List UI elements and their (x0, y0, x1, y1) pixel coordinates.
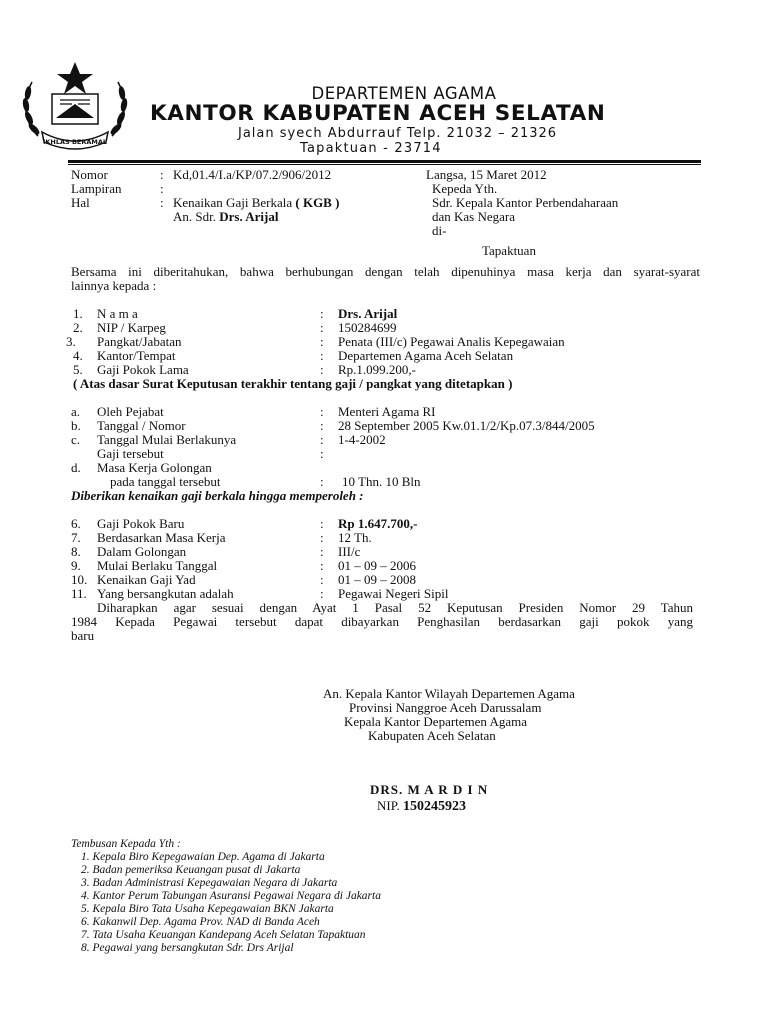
item-letter: b. (71, 418, 81, 433)
header-office-name: KANTOR KABUPATEN ACEH SELATAN (150, 101, 606, 126)
cc-title: Tembusan Kepada Yth : (71, 838, 181, 850)
item-sep: : (320, 530, 324, 545)
subject-person: Drs. Arijal (219, 209, 279, 224)
item-sep: : (320, 516, 324, 531)
cc-item: 7. Tata Usaha Keuangan Kandepang Aceh Selatan Tapaktuan (81, 929, 366, 941)
item-sep: : (320, 544, 324, 559)
subject-an: An. Sdr. (173, 209, 220, 224)
start-date: 01 – 09 – 2006 (338, 558, 416, 573)
meta-label-nomor: Nomor (71, 167, 108, 182)
closing-paragraph-line: baru (71, 628, 95, 643)
item-label: Kantor/Tempat (97, 348, 176, 363)
item-number: 2. (73, 320, 83, 335)
item-sep: : (320, 334, 324, 349)
item-number: 3. (66, 334, 76, 349)
decree-date-number: 28 September 2005 Kw.01.1/2/Kp.07.3/844/2005 (338, 418, 595, 433)
item-sep: : (320, 362, 324, 377)
meta-label-lampiran: Lampiran (71, 181, 122, 196)
intro-paragraph-line: Bersama ini diberitahukan, bahwa berhubungan dengan telah dipenuhinya masa kerja dan syarat-syarat (71, 264, 700, 279)
cc-item: 6. Kakanwil Dep. Agama Prov. NAD di Banda Aceh (81, 916, 320, 928)
recipient-line: di- (432, 223, 447, 238)
item-label: pada tanggal tersebut (110, 474, 221, 489)
recipient-line: dan Kas Negara (432, 209, 516, 224)
item-label: Gaji Pokok Lama (97, 362, 189, 377)
item-sep: : (320, 306, 324, 321)
cc-item: 3. Badan Administrasi Kepegawaian Negara di Jakarta (81, 877, 338, 889)
item-label: Tanggal / Nomor (97, 418, 186, 433)
item-sep: : (320, 586, 324, 601)
item-number: 10. (71, 572, 88, 587)
nip-value: 150245923 (403, 799, 467, 814)
item-label: Tanggal Mulai Berlakunya (97, 432, 237, 447)
employee-rank: Penata (III/c) Pegawai Analis Kepegawaian (338, 334, 565, 349)
grade: III/c (338, 544, 361, 559)
cc-item: 4. Kantor Perum Tabungan Asuransi Pegawai Negara di Jakarta (81, 890, 381, 902)
issuing-official: Menteri Agama RI (338, 404, 436, 419)
recipient-line: Kepeda Yth. (432, 181, 498, 196)
item-label: N a m a (97, 306, 138, 321)
item-sep: : (320, 446, 324, 461)
subject-line-2 (173, 209, 278, 225)
header-rule-thick (68, 160, 701, 163)
item-number: 4. (73, 348, 83, 363)
service-period: 10 Thn. 10 Bln (342, 474, 421, 489)
item-sep: : (320, 432, 324, 447)
item-number: 9. (71, 558, 81, 573)
basis-heading: ( Atas dasar Surat Keputusan terakhir tentang gaji / pangkat yang ditetapkan ) (73, 376, 513, 391)
item-sep: : (320, 348, 324, 363)
letter-date: Langsa, 15 Maret 2012 (426, 167, 547, 182)
meta-label-hal: Hal (71, 195, 90, 210)
employee-status: Pegawai Negeri Sipil (338, 586, 449, 601)
nip-label: NIP. (377, 798, 400, 813)
employee-office: Departemen Agama Aceh Selatan (338, 348, 514, 363)
item-sep: : (320, 558, 324, 573)
signature-line: Kabupaten Aceh Selatan (368, 728, 496, 743)
header-department: DEPARTEMEN AGAMA (311, 84, 497, 103)
item-number: 8. (71, 544, 81, 559)
logo-motto-text: IKHLAS BERAMAL (42, 138, 108, 146)
recipient-line: Sdr. Kepala Kantor Perbendaharaan (432, 195, 619, 210)
header-city: Tapaktuan - 23714 (300, 141, 442, 156)
item-label: NIP / Karpeg (97, 320, 166, 335)
next-raise-date: 01 – 09 – 2008 (338, 572, 416, 587)
item-label: Mulai Berlaku Tanggal (97, 558, 218, 573)
letter-number: Kd,01.4/I.a/KP/07.2/906/2012 (173, 167, 332, 182)
closing-paragraph-line: Diharapkan agar sesuai dengan Ayat 1 Pasal 52 Keputusan Presiden Nomor 29 Tahun (97, 600, 693, 615)
employee-nip: 150284699 (338, 320, 397, 335)
item-label: Kenaikan Gaji Yad (97, 572, 196, 587)
ministry-emblem-logo (20, 58, 130, 156)
header-address: Jalan syech Abdurrauf Telp. 21032 – 21326 (238, 126, 558, 141)
item-label: Gaji Pokok Baru (97, 516, 185, 531)
new-base-salary: Rp 1.647.700,- (338, 516, 418, 531)
item-label: Berdasarkan Masa Kerja (97, 530, 226, 545)
header-rule-thin (68, 164, 701, 165)
signature-line: Kepala Kantor Departemen Agama (344, 714, 528, 729)
item-label: Oleh Pejabat (97, 404, 164, 419)
item-letter: a. (71, 404, 81, 419)
raise-heading: Diberikan kenaikan gaji berkala hingga memperoleh : (71, 488, 364, 503)
meta-sep: : (160, 195, 164, 210)
recipient-city: Tapaktuan (482, 243, 536, 258)
item-letter: d. (71, 460, 81, 475)
item-sep: : (320, 572, 324, 587)
item-number: 5. (73, 362, 83, 377)
signatory-nip (377, 798, 466, 815)
item-number: 6. (71, 516, 81, 531)
item-label: Dalam Golongan (97, 544, 187, 559)
item-letter: c. (71, 432, 81, 447)
item-sep: : (320, 474, 324, 489)
closing-paragraph-line: 1984 Kepada Pegawai tersebut dapat dibayarkan Penghasilan berdasarkan gaji pokok yang (71, 614, 693, 629)
item-label: Gaji tersebut (97, 446, 164, 461)
item-label: Yang bersangkutan adalah (97, 586, 234, 601)
item-sep: : (320, 404, 324, 419)
item-number: 11. (71, 586, 87, 601)
cc-item: 1. Kepala Biro Kepegawaian Dep. Agama di Jakarta (81, 851, 325, 863)
subject-kgb: ( KGB ) (295, 195, 340, 210)
subject-text: Kenaikan Gaji Berkala (173, 195, 296, 210)
item-sep: : (320, 418, 324, 433)
cc-item: 2. Badan pemeriksa Keuangan pusat di Jakarta (81, 864, 301, 876)
item-label: Pangkat/Jabatan (97, 334, 182, 349)
signature-line: Provinsi Nanggroe Aceh Darussalam (349, 700, 542, 715)
old-base-salary: Rp.1.099.200,- (338, 362, 416, 377)
item-sep: : (320, 320, 324, 335)
item-number: 7. (71, 530, 81, 545)
meta-sep: : (160, 167, 164, 182)
meta-sep: : (160, 181, 164, 196)
cc-item: 5. Kepala Biro Tata Usaha Kepegawaian BKN Jakarta (81, 903, 334, 915)
signatory-name: DRS. M A R D I N (370, 782, 489, 797)
item-label: Masa Kerja Golongan (97, 460, 212, 475)
service-years: 12 Th. (338, 530, 372, 545)
cc-item: 8. Pegawai yang bersangkutan Sdr. Drs Arijal (81, 942, 294, 954)
item-number: 1. (73, 306, 83, 321)
employee-name: Drs. Arijal (338, 306, 398, 321)
intro-paragraph-line: lainnya kepada : (71, 278, 157, 293)
effective-date: 1-4-2002 (338, 432, 386, 447)
signature-line: An. Kepala Kantor Wilayah Departemen Agama (323, 686, 575, 701)
